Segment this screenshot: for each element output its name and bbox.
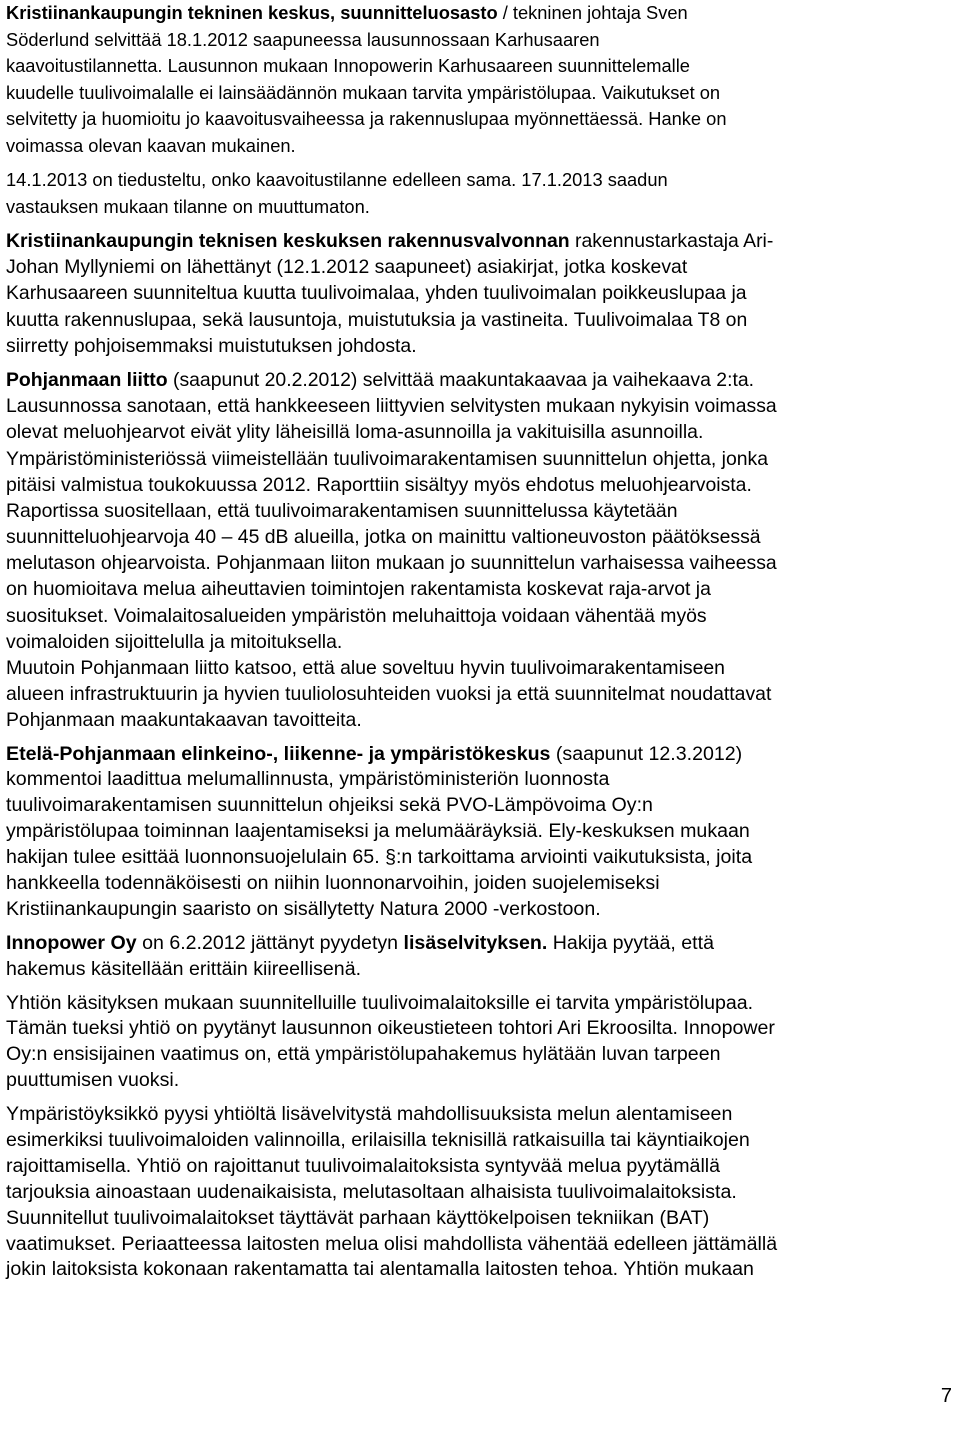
text-run: Suunnitellut tuulivoimalaitokset täyttävät parhaan käyttökelpoisen tekniikan (BAT)	[6, 1206, 710, 1229]
text-line	[6, 931, 954, 957]
text-line	[6, 845, 954, 871]
paragraph-gap	[6, 359, 954, 367]
text-line	[6, 793, 954, 819]
text-line	[6, 991, 954, 1017]
text-line	[6, 472, 954, 498]
text-run: kaavoitustilannetta. Lausunnon mukaan Innopowerin Karhusaareen suunnittelemalle	[6, 55, 690, 76]
text-line	[6, 1180, 954, 1206]
text-line	[6, 681, 954, 707]
text-line	[6, 1257, 954, 1283]
text-run: 14.1.2013 on tiedusteltu, onko kaavoitustilanne edelleen sama. 17.1.2013 saadun	[6, 169, 668, 190]
text-run: hakijan tulee esittää luonnonsuojelulain 65. §:n tarkoittama arviointi vaikutuksista, joita	[6, 846, 753, 869]
text-run: Oy:n ensisijainen vaatimus on, että ympäristölupahakemus hylätään luvan tarpeen	[6, 1043, 721, 1066]
text-run: Ympäristöyksikkö pyysi yhtiöltä lisävelvitystä mahdollisuuksista melun alentamiseen	[6, 1103, 733, 1126]
text-run: pitäisi valmistua toukokuussa 2012. Raporttiin sisältyy myös ehdotus meluohjearvoista.	[6, 473, 752, 496]
text-run: (saapunut 20.2.2012) selvittää maakuntakaavaa ja vaihekaava 2:ta.	[167, 368, 755, 391]
text-line	[6, 228, 954, 254]
bold-text-run: lisäselvityksen.	[403, 931, 548, 954]
text-line	[6, 1102, 954, 1128]
text-run: rajoittamisella. Yhtiö on rajoittanut tuulivoimalaitoksista syntyvää melua pyytämällä	[6, 1154, 721, 1177]
text-line	[6, 1128, 954, 1154]
text-run: voimassa olevan kaavan mukainen.	[6, 134, 296, 156]
text-run: / tekninen johtaja Sven	[497, 2, 688, 23]
text-run: voimaloiden sijoittelulla ja mitoituksella.	[6, 630, 343, 653]
text-run: kuudelle tuulivoimalalle ei lainsäädännön mukaan tarvita ympäristölupaa. Vaikutukset on	[6, 81, 721, 103]
text-run: vastauksen mukaan tilanne on muuttumaton.	[6, 195, 370, 217]
paragraph-gap	[6, 983, 954, 991]
bold-text-run: Kristiinankaupungin teknisen keskuksen rakennusvalvonnan	[6, 230, 570, 252]
text-line	[6, 27, 954, 54]
paragraph-gap	[6, 923, 954, 931]
text-line	[6, 254, 954, 280]
text-line	[6, 576, 954, 602]
text-run: kuutta rakennuslupaa, sekä lausuntoja, muistutuksia ja vastineita. Tuulivoimalaa T8 on	[6, 308, 748, 331]
paragraph-gap	[6, 734, 954, 742]
text-run: selvitetty ja huomioitu jo kaavoitusvaiheessa ja rakennuslupaa myönnettäessä. Hanke on	[6, 108, 727, 129]
text-line	[6, 133, 954, 160]
text-line	[6, 524, 954, 550]
text-line	[6, 194, 954, 221]
text-run: hakemus käsitellään erittäin kiireellisenä.	[6, 957, 362, 980]
text-run: tarjouksia ainoastaan uudenaikaisista, melutasoltaan alhaisista tuulivoimalaitoksista.	[6, 1180, 737, 1203]
text-run: siirretty pohjoisemmaksi muistutuksen johdosta.	[6, 334, 417, 357]
text-line	[6, 0, 954, 27]
text-run: Tämän tueksi yhtiö on pyytänyt lausunnon oikeustieteen tohtori Ari Ekroosilta. Innopower	[6, 1017, 775, 1040]
text-line	[6, 819, 954, 845]
text-run: Muutoin Pohjanmaan liitto katsoo, että alue soveltuu hyvin tuulivoimarakentamiseen	[6, 657, 725, 679]
text-run: suunnitteluohjearvoja 40 – 45 dB alueilla, jotka on mainittu valtioneuvoston päätöksessä	[6, 526, 761, 549]
paragraph-innopower	[6, 931, 954, 983]
text-run: tuulivoimarakentamisen suunnittelun ohjeiksi sekä PVO-Lämpövoima Oy:n	[6, 794, 653, 817]
text-line	[6, 53, 954, 80]
text-line	[6, 1206, 954, 1232]
text-line	[6, 393, 954, 419]
paragraph-ostrobothnia-council	[6, 367, 954, 734]
text-run: Karhusaareen suunniteltua kuutta tuulivoimalaa, yhden tuulivoimalan poikkeuslupaa ja	[6, 282, 747, 305]
paragraph-zoning-inquiry	[6, 167, 954, 220]
text-run: Yhtiön käsityksen mukaan suunnitelluille tuulivoimalaitoksille ei tarvita ympäristölupaa.	[6, 991, 754, 1014]
text-run: Pohjanmaan maakuntakaavan tavoitteita.	[6, 709, 362, 732]
bold-text-run: Etelä-Pohjanmaan elinkeino-, liikenne- ja ympäristökeskus	[6, 742, 551, 765]
text-line	[6, 280, 954, 306]
page-number: 7	[940, 1385, 952, 1407]
text-line	[6, 871, 954, 897]
paragraph-gap	[6, 220, 954, 228]
text-run: on huomioitava melua aiheuttavien toimintojen rakentamista koskevat raja-arvot ja	[6, 578, 711, 601]
text-line	[6, 1154, 954, 1180]
text-run: puuttumisen vuoksi.	[6, 1069, 180, 1092]
text-run: olevat meluohjearvot eivät ylity läheisillä loma-asunnoilla ja vakituisilla asunnoilla.	[6, 421, 704, 444]
paragraph-gap	[6, 159, 954, 167]
text-run: hankkeella todennäköisesti on niihin luonnonarvoihin, joiden suojelemiseksi	[6, 872, 660, 895]
text-line	[6, 1042, 954, 1068]
text-run: Johan Myllyniemi on lähettänyt (12.1.2012 saapuneet) asiakirjat, jotka koskevat	[6, 256, 688, 279]
paragraph-building-control	[6, 228, 954, 359]
text-line	[6, 957, 954, 983]
text-run: alueen infrastruktuurin ja hyvien tuuliolosuhteiden vuoksi ja että suunnitelmat noudattavat	[6, 683, 772, 706]
text-run: Lausunnossa sanotaan, että hankkeeseen liittyvien selvitysten mukaan nykyisin voimassa	[6, 395, 777, 418]
text-line	[6, 1016, 954, 1042]
document-page	[6, 0, 954, 1283]
text-line	[6, 550, 954, 576]
text-run: (saapunut 12.3.2012)	[550, 742, 743, 765]
text-run: ympäristölupaa toiminnan laajentamiseksi ja melumääräyksiä. Ely-keskuksen mukaan	[6, 820, 750, 843]
text-run: Söderlund selvittää 18.1.2012 saapuneessa lausunnossaan Karhusaaren	[6, 28, 600, 50]
text-run: kommentoi laadittua melumallinnusta, ympäristöministeriön luonnosta	[6, 768, 610, 791]
text-line	[6, 1232, 954, 1258]
text-line	[6, 629, 954, 655]
paragraph-gap	[6, 1094, 954, 1102]
text-run: melutason ohjearvoista. Pohjanmaan liiton mukaan jo suunnittelun varhaisessa vaiheessa	[6, 552, 777, 575]
text-line	[6, 767, 954, 793]
text-run: Ympäristöministeriössä viimeistellään tuulivoimarakentamisen suunnittelun ohjetta, jonka	[6, 447, 768, 470]
text-run: suositukset. Voimalaitosalueiden ympäristön meluhaittoja voidaan vähentää myös	[6, 604, 707, 627]
text-line	[6, 307, 954, 333]
text-line	[6, 655, 954, 681]
text-run: rakennustarkastaja Ari-	[569, 230, 774, 252]
bold-text-run: Pohjanmaan liitto	[6, 368, 168, 391]
text-line	[6, 167, 954, 194]
paragraph-technical-centre	[6, 0, 954, 159]
text-line	[6, 1068, 954, 1094]
text-line	[6, 80, 954, 107]
text-line	[6, 742, 954, 768]
text-run: esimerkiksi tuulivoimaloiden valinnoilla, erilaisilla teknisillä ratkaisuilla tai käyntiaikojen	[6, 1129, 750, 1152]
text-run: Raportissa suositellaan, että tuulivoimarakentamisen suunnittelussa käytetään	[6, 499, 678, 522]
bold-text-run: Innopower Oy	[6, 931, 137, 954]
bold-text-run: Kristiinankaupungin tekninen keskus, suunnitteluosasto	[6, 2, 498, 23]
text-line	[6, 367, 954, 393]
text-run: Hakija pyytää, että	[547, 931, 714, 954]
text-line	[6, 498, 954, 524]
paragraph-ely-centre	[6, 742, 954, 923]
paragraph-company-view	[6, 991, 954, 1095]
text-run: jokin laitoksista kokonaan rakentamatta tai alentamalla laitosten tehoa. Yhtiön mukaan	[6, 1258, 754, 1281]
text-line	[6, 707, 954, 733]
text-run: vaatimukset. Periaatteessa laitosten melua olisi mahdollista vähentää edelleen jättämällä	[6, 1232, 778, 1255]
text-line	[6, 446, 954, 472]
text-line	[6, 897, 954, 923]
text-line	[6, 106, 954, 133]
text-line	[6, 333, 954, 359]
paragraph-environment-unit	[6, 1102, 954, 1283]
text-run: on 6.2.2012 jättänyt pyydetyn	[136, 931, 404, 954]
text-line	[6, 419, 954, 445]
text-line	[6, 603, 954, 629]
text-run: Kristiinankaupungin saaristo on sisällytetty Natura 2000 -verkostoon.	[6, 897, 601, 920]
